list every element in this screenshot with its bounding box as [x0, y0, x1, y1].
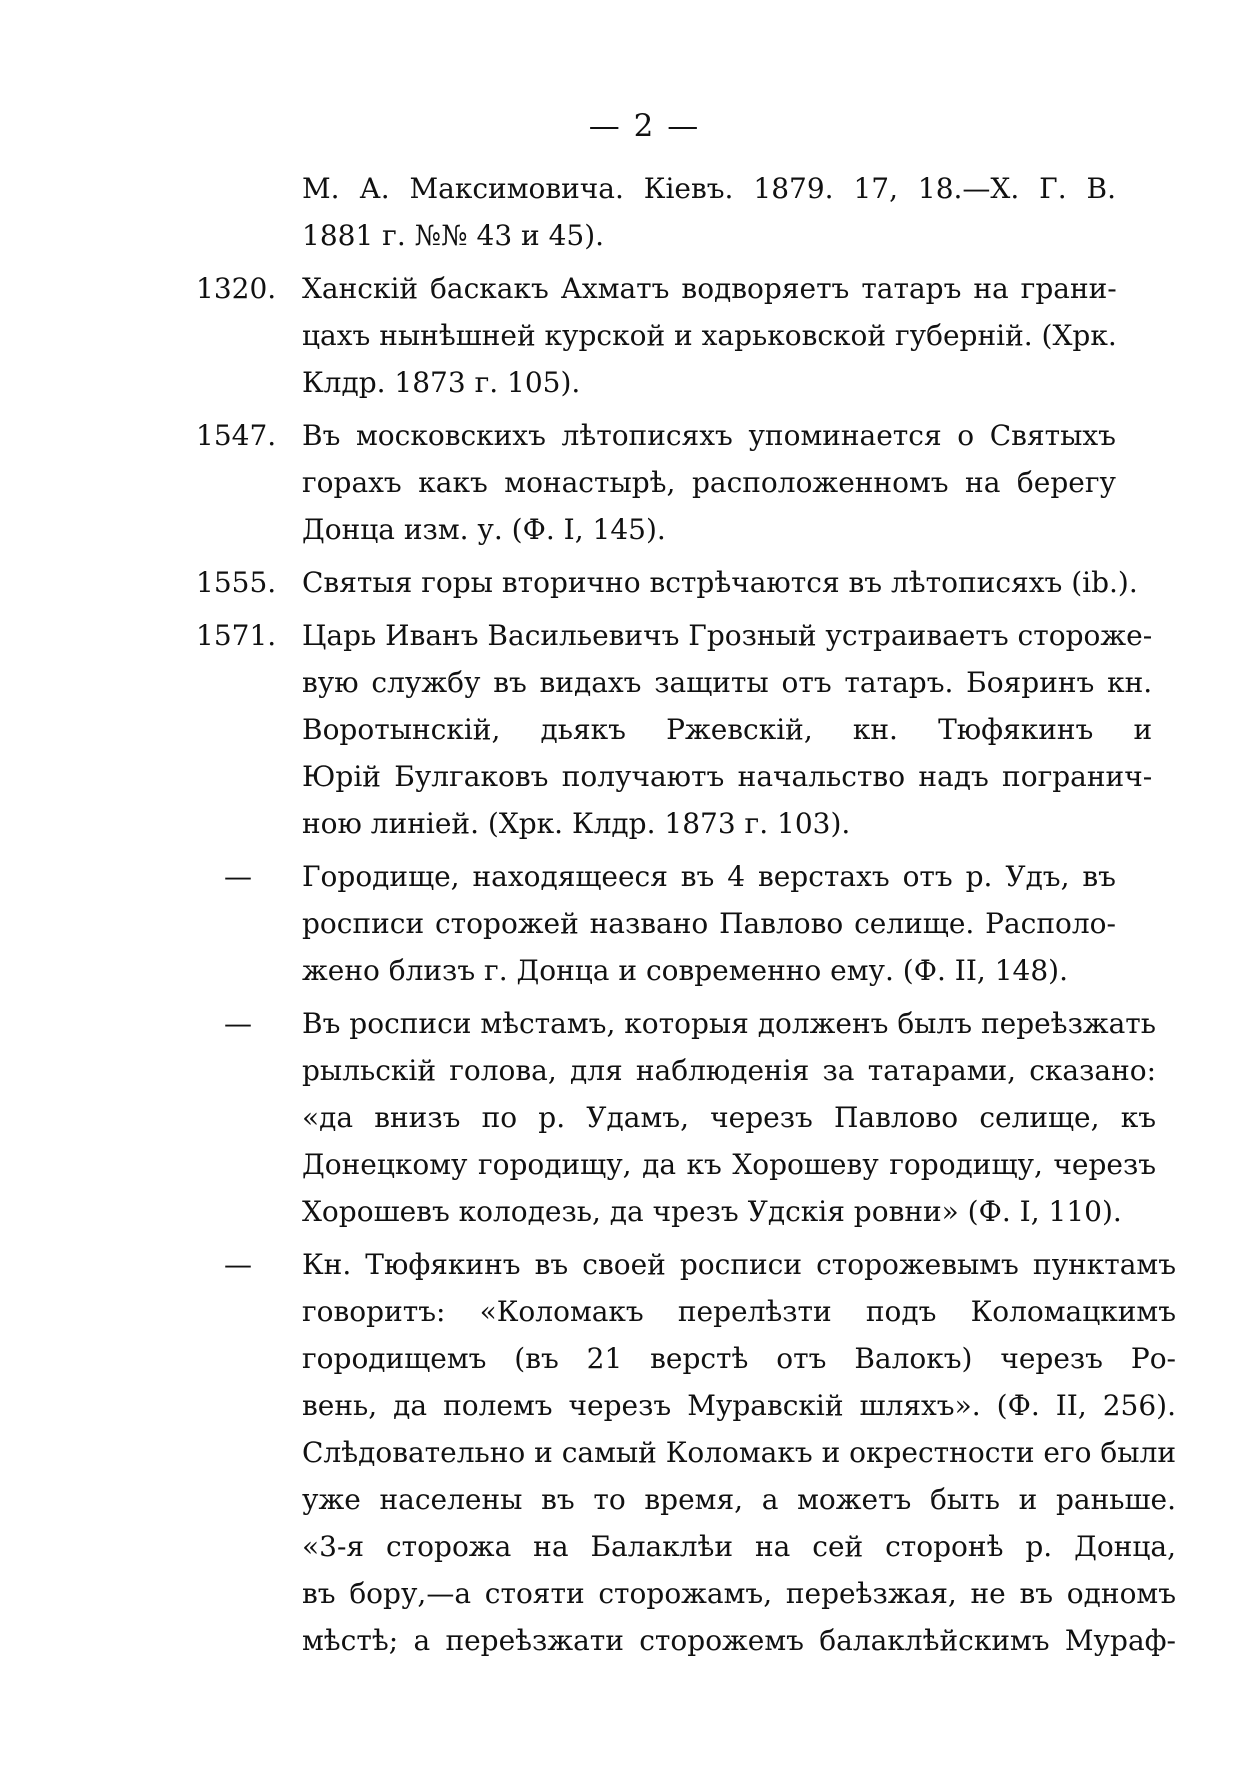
text-line: Въ росписи мѣстамъ, которыя долженъ былъ переѣзжать — [302, 1007, 1157, 1040]
text-line: Донецкому городищу, да къ Хорошеву городищу, черезъ — [302, 1148, 1157, 1181]
text-line: мѣстѣ; а переѣзжати сторожемъ балаклѣйскимъ Мураф- — [302, 1624, 1177, 1657]
text-line: рыльскій голова, для наблюденія за татарами, сказано: — [302, 1054, 1157, 1087]
text-line: Ханскій баскакъ Ахматъ водворяетъ татаръ на грани- — [302, 272, 1117, 305]
text-line: Кн. Тюфякинъ въ своей росписи сторожевымъ пунктамъ — [302, 1248, 1177, 1281]
text-line: Въ московскихъ лѣтописяхъ упоминается о Святыхъ — [302, 419, 1116, 452]
text-line: цахъ нынѣшней курской и харьковской губерній. (Хрк. — [302, 319, 1117, 352]
text-line: уже населены въ то время, а можетъ быть и раньше. — [302, 1483, 1177, 1516]
entry-text — [302, 412, 1116, 553]
text-line: жено близъ г. Донца и современно ему. (Ф. II, 148). — [302, 954, 1068, 987]
entry-text — [302, 165, 1116, 259]
entry-text — [302, 612, 1152, 847]
entry-text — [302, 265, 1117, 406]
entry-1571 — [196, 612, 1153, 847]
entry-text — [302, 559, 1138, 606]
entry-dash-rospisi — [196, 1000, 1157, 1235]
text-line: ною линіей. (Хрк. Клдр. 1873 г. 103). — [302, 807, 851, 840]
entry-text — [302, 1241, 1176, 1664]
text-line: «3-я сторожа на Балаклѣи на сей сторонѣ р. Донца, — [302, 1530, 1177, 1563]
text-line: росписи сторожей названо Павлово селище. Располо- — [302, 907, 1116, 940]
text-line: Святыя горы вторично встрѣчаются въ лѣтописяхъ (ib.). — [302, 566, 1138, 599]
text-line: Воротынскій, дьякъ Ржевскій, кн. Тюфякинъ и — [302, 713, 1153, 746]
entry-1320 — [196, 265, 1116, 406]
entry-text — [302, 1000, 1156, 1235]
text-line: Царь Иванъ Васильевичъ Грозный устраиваетъ стороже- — [302, 619, 1153, 652]
entry-dash: — — [224, 860, 252, 893]
text-line: Городище, находящееся въ 4 верстахъ отъ р. Удъ, въ — [302, 860, 1116, 893]
entry-year: 1555. — [196, 566, 277, 599]
page-number: — 2 — — [588, 108, 701, 144]
text-line: горахъ какъ монастырѣ, расположенномъ на берегу — [302, 466, 1116, 499]
text-line: Хорошевъ колодезь, да чрезъ Удскія ровни» (Ф. I, 110). — [302, 1195, 1122, 1228]
text-line: вую службу въ видахъ защиты отъ татаръ. Бояринъ кн. — [302, 666, 1153, 699]
text-line: говоритъ: «Коломакъ перелѣзти подъ Коломацкимъ — [302, 1295, 1177, 1328]
entry-year: 1571. — [196, 619, 277, 652]
entry-dash: — — [224, 1248, 252, 1281]
text-line: Юрій Булгаковъ получаютъ начальство надъ погранич- — [302, 760, 1153, 793]
text-line: вень, да полемъ черезъ Муравскій шляхъ». (Ф. II, 256). — [302, 1389, 1177, 1422]
entry-dash: — — [224, 1007, 252, 1040]
entry-dash-tyufyakin — [196, 1241, 1177, 1664]
text-line: Донца изм. у. (Ф. I, 145). — [302, 513, 666, 546]
text-line: М. А. Максимовича. Кіевъ. 1879. 17, 18.—Х. Г. В. — [302, 172, 1116, 205]
text-line: въ бору,—а стояти сторожамъ, переѣзжая, не въ одномъ — [302, 1577, 1177, 1610]
entry-1547 — [196, 412, 1116, 553]
entry-text — [302, 853, 1116, 994]
text-line: Клдр. 1873 г. 105). — [302, 366, 581, 399]
chronicle-body — [196, 165, 1177, 1670]
entry-year: 1320. — [196, 272, 277, 305]
entry-continuation — [196, 165, 1116, 259]
entry-dash-gorodishche — [196, 853, 1116, 994]
text-line: Слѣдовательно и самый Коломакъ и окрестности его были — [302, 1436, 1177, 1469]
text-line: 1881 г. №№ 43 и 45). — [302, 219, 605, 252]
entry-year: 1547. — [196, 419, 277, 452]
text-line: городищемъ (въ 21 верстѣ отъ Валокъ) черезъ Ро- — [302, 1342, 1177, 1375]
entry-1555 — [196, 559, 1138, 606]
text-line: «да внизъ по р. Удамъ, черезъ Павлово селище, къ — [302, 1101, 1157, 1134]
